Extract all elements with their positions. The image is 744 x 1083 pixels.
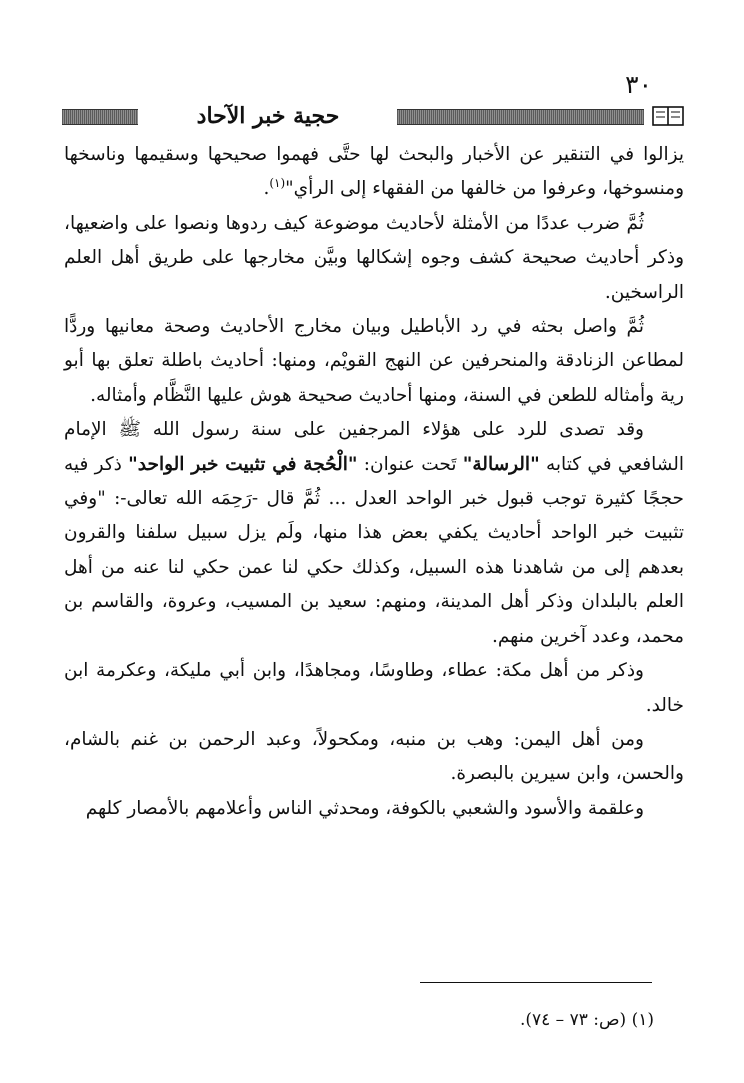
footnote-reference: (١) (269, 176, 286, 191)
running-header (60, 100, 684, 132)
bold-title: "الْحُجة في تثبيت خبر الواحد" (128, 453, 358, 475)
book-icon (652, 106, 684, 126)
header-ornament-band-right (397, 109, 644, 125)
text-run: ثُمَّ ضرب عددًا من الأمثلة لأحاديث موضوعة كيف ردوها ونصوا على واضعيها، وذكر أحاديث صحيحة كشف وجوه إشكالها وبيَّن مخارجها على طريق أهل العلم الراسخين. (64, 212, 684, 303)
paragraph (64, 207, 684, 310)
header-ornament-band-left (62, 109, 138, 125)
paragraph (64, 413, 684, 654)
paragraph (64, 792, 684, 826)
footnote: (١) (ص: ٧٣ – ٧٤). (519, 1010, 654, 1030)
paragraph (64, 310, 684, 413)
text-run: ثُمَّ واصل بحثه في رد الأباطيل وبيان مخارج الأحاديث وصحة معانيها وردًّا لمطاعن الزنادقة والمنحرفين عن النهج القويْم، ومنها: أحاديث باطلة تعلق بها أبو رية وأمثاله للطعن في السنة، ومنها أحاديث صحيحة هوش عليها النَّظَّام وأمثاله. (64, 316, 684, 406)
text-run: ومن أهل اليمن: وهب بن منبه، ومكحولاً، وعبد الرحمن بن غنم بالشام، والحسن، وابن سيرين بالبصرة. (64, 728, 684, 785)
text-run: يزالوا في التنقير عن الأخبار والبحث لها حتَّى فهموا صحيحها وسقيمها وناسخها ومنسوخها، وعرفوا من خالفها من الفقهاء إلى الرأي" (64, 144, 684, 200)
paragraph (64, 654, 684, 723)
page-number: ٣٠ (625, 70, 652, 99)
text-run: وقد تصدى للرد على هؤلاء المرجفين على سنة رسول الله ﷺ الإمام الشافعي في كتابه (64, 419, 685, 475)
text-run: وذكر من أهل مكة: عطاء، وطاوسًا، ومجاهدًا، وابن أبي مليكة، وعكرمة ابن خالد. (64, 660, 684, 716)
text-run: ذكر فيه حججًا كثيرة توجب قبول خبر الواحد العدل ... ثُمَّ قال -رَحِمَه الله تعالى-: "وفي تثبيت خبر الواحد أحاديث يكفي بعض هذا منها، ولَم يزل سبيل سلفنا والقرون بعدهم إلى من شاهدنا هذه السبيل، وكذلك حكي لنا عمن حكي لنا عنه من أهل العلم بالبلدان وذكر أهل المدينة، ومنهم: سعيد بن المسيب، وعروة، والقاسم بن محمد، وعدد آخرين منهم. (64, 453, 684, 647)
body-text (64, 138, 684, 826)
bold-title: "الرسالة" (462, 453, 540, 475)
text-run: . (263, 178, 270, 200)
text-run: تَحت عنوان: (357, 453, 463, 475)
running-header-title: حجية خبر الآحاد (196, 103, 340, 129)
footnote-divider (420, 982, 652, 983)
text-run: وعلقمة والأسود والشعبي بالكوفة، ومحدثي الناس وأعلامهم بالأمصار كلهم (85, 797, 644, 819)
paragraph (64, 138, 684, 207)
paragraph (64, 723, 684, 792)
